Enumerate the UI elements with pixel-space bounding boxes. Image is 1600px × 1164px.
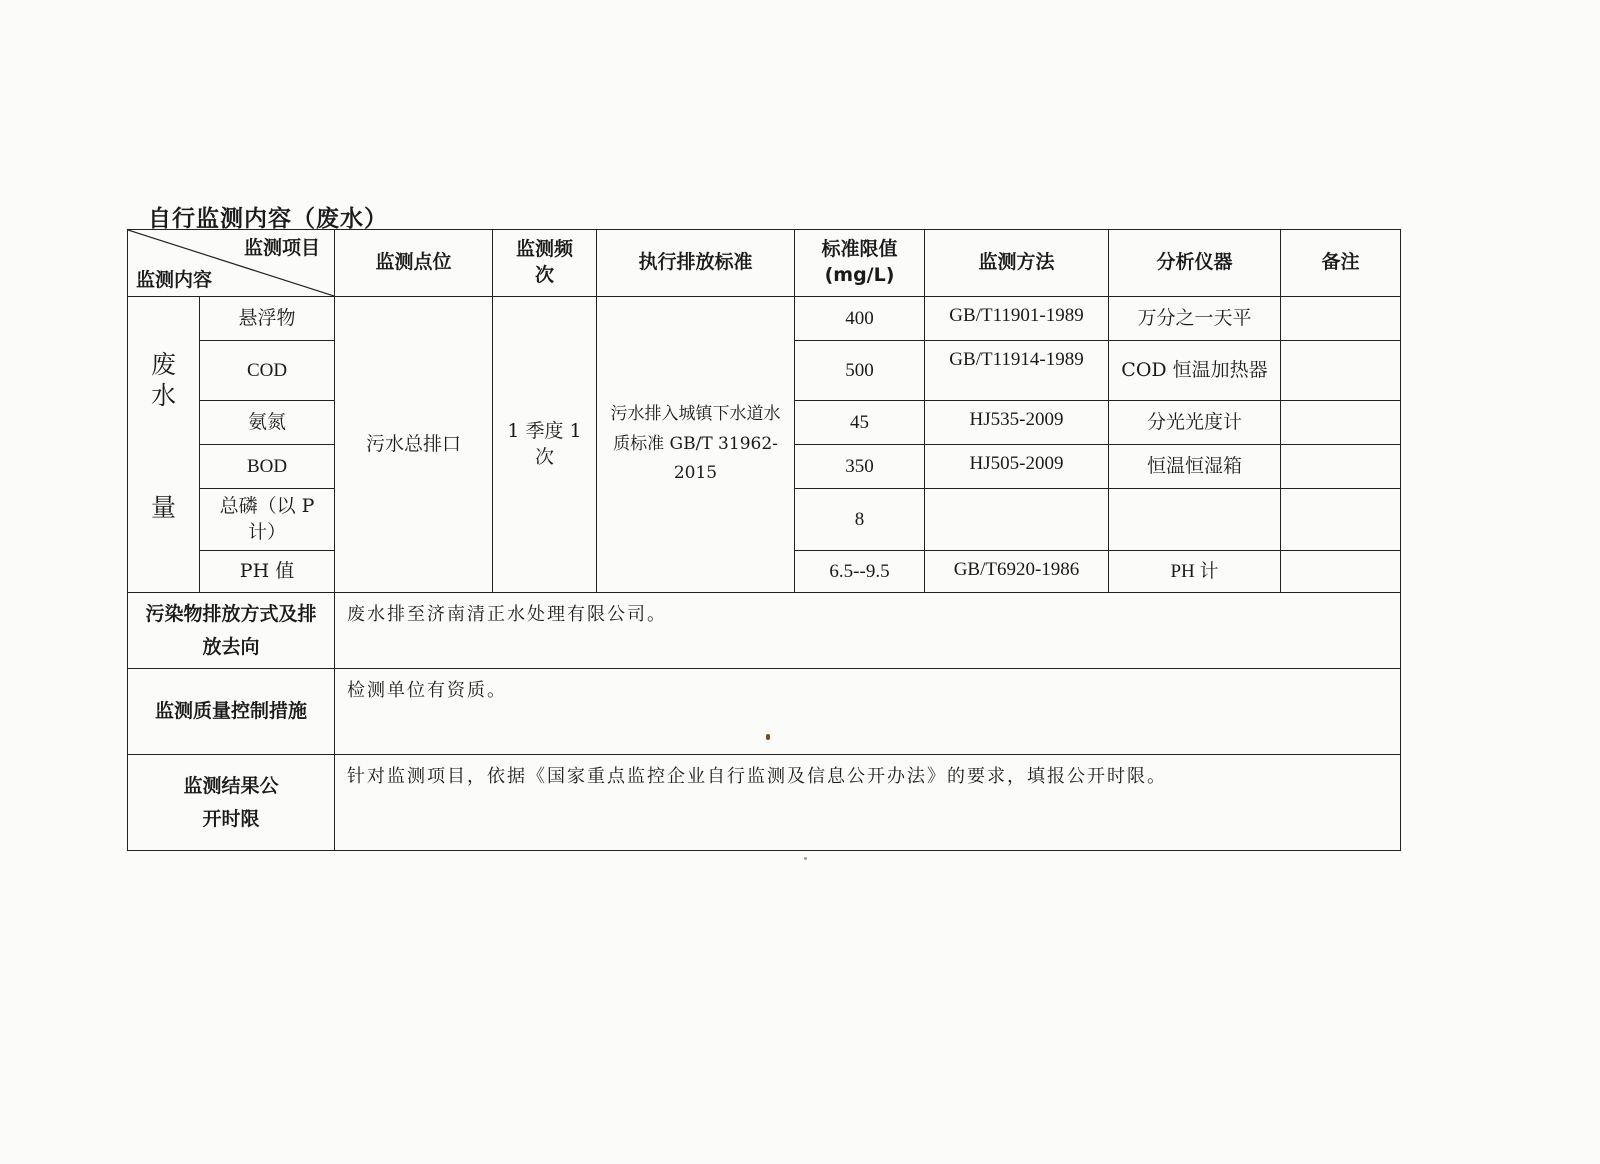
diagonal-header-cell — [128, 230, 335, 297]
point-cell: 污水总排口 — [335, 297, 493, 593]
diagonal-header-bottom: 监测内容 — [136, 269, 213, 292]
category-cell — [128, 297, 200, 593]
disclosure-value: 针对监测项目，依据《国家重点监控企业自行监测及信息公开办法》的要求，填报公开时限。 — [335, 755, 1401, 851]
monitoring-table — [127, 229, 1401, 851]
header-row — [128, 230, 1401, 297]
header-instrument: 分析仪器 — [1109, 230, 1281, 297]
item-cell: 氨氮 — [200, 401, 335, 445]
header-freq: 监测频次 — [493, 230, 597, 297]
note-cell — [1281, 341, 1401, 401]
note-cell — [1281, 445, 1401, 489]
diagonal-header-top: 监测项目 — [243, 237, 320, 259]
category-char: 量 — [150, 492, 176, 522]
instrument-cell: 恒温恒湿箱 — [1109, 445, 1281, 489]
category-char: 废 — [150, 350, 176, 379]
header-method: 监测方法 — [925, 230, 1109, 297]
header-standard: 执行排放标准 — [597, 230, 795, 297]
freq-cell: 1 季度 1 次 — [493, 297, 597, 593]
method-cell: GB/T6920-1986 — [925, 551, 1109, 593]
instrument-cell: 分光光度计 — [1109, 401, 1281, 445]
limit-cell: 400 — [795, 297, 925, 341]
quality-row — [128, 669, 1401, 755]
method-cell: GB/T11901-1989 — [925, 297, 1109, 341]
limit-cell: 500 — [795, 341, 925, 401]
limit-cell: 45 — [795, 401, 925, 445]
note-cell — [1281, 401, 1401, 445]
ink-speck — [766, 734, 770, 740]
instrument-cell — [1109, 489, 1281, 551]
discharge-row — [128, 593, 1401, 669]
standard-cell: 污水排入城镇下水道水质标准 GB/T 31962-2015 — [597, 297, 795, 593]
item-cell: 总磷（以 P 计） — [200, 489, 335, 551]
document-title: 自行监测内容（废水） — [148, 206, 388, 232]
instrument-cell: 万分之一天平 — [1109, 297, 1281, 341]
method-cell: HJ505-2009 — [925, 445, 1109, 489]
instrument-cell: PH 计 — [1109, 551, 1281, 593]
ink-speck — [804, 857, 807, 860]
quality-label: 监测质量控制措施 — [128, 669, 335, 755]
item-cell: 悬浮物 — [200, 297, 335, 341]
limit-cell: 6.5--9.5 — [795, 551, 925, 593]
discharge-value: 废水排至济南清正水处理有限公司。 — [335, 593, 1401, 669]
limit-cell: 350 — [795, 445, 925, 489]
quality-value: 检测单位有资质。 — [335, 669, 1401, 755]
item-cell: BOD — [200, 445, 335, 489]
header-limit: 标准限值(mg/L) — [795, 230, 925, 297]
table-row — [128, 297, 1401, 341]
note-cell — [1281, 489, 1401, 551]
limit-cell: 8 — [795, 489, 925, 551]
header-point: 监测点位 — [335, 230, 493, 297]
disclosure-label: 监测结果公开时限 — [128, 755, 335, 851]
instrument-cell: COD 恒温加热器 — [1109, 341, 1281, 401]
note-cell — [1281, 551, 1401, 593]
category-char: 水 — [150, 381, 176, 411]
item-cell: COD — [200, 341, 335, 401]
method-cell: HJ535-2009 — [925, 401, 1109, 445]
header-note: 备注 — [1281, 230, 1401, 297]
note-cell — [1281, 297, 1401, 341]
item-cell: PH 值 — [200, 551, 335, 593]
disclosure-row — [128, 755, 1401, 851]
method-cell: GB/T11914-1989 — [925, 341, 1109, 401]
method-cell — [925, 489, 1109, 551]
discharge-label: 污染物排放方式及排放去向 — [128, 593, 335, 669]
